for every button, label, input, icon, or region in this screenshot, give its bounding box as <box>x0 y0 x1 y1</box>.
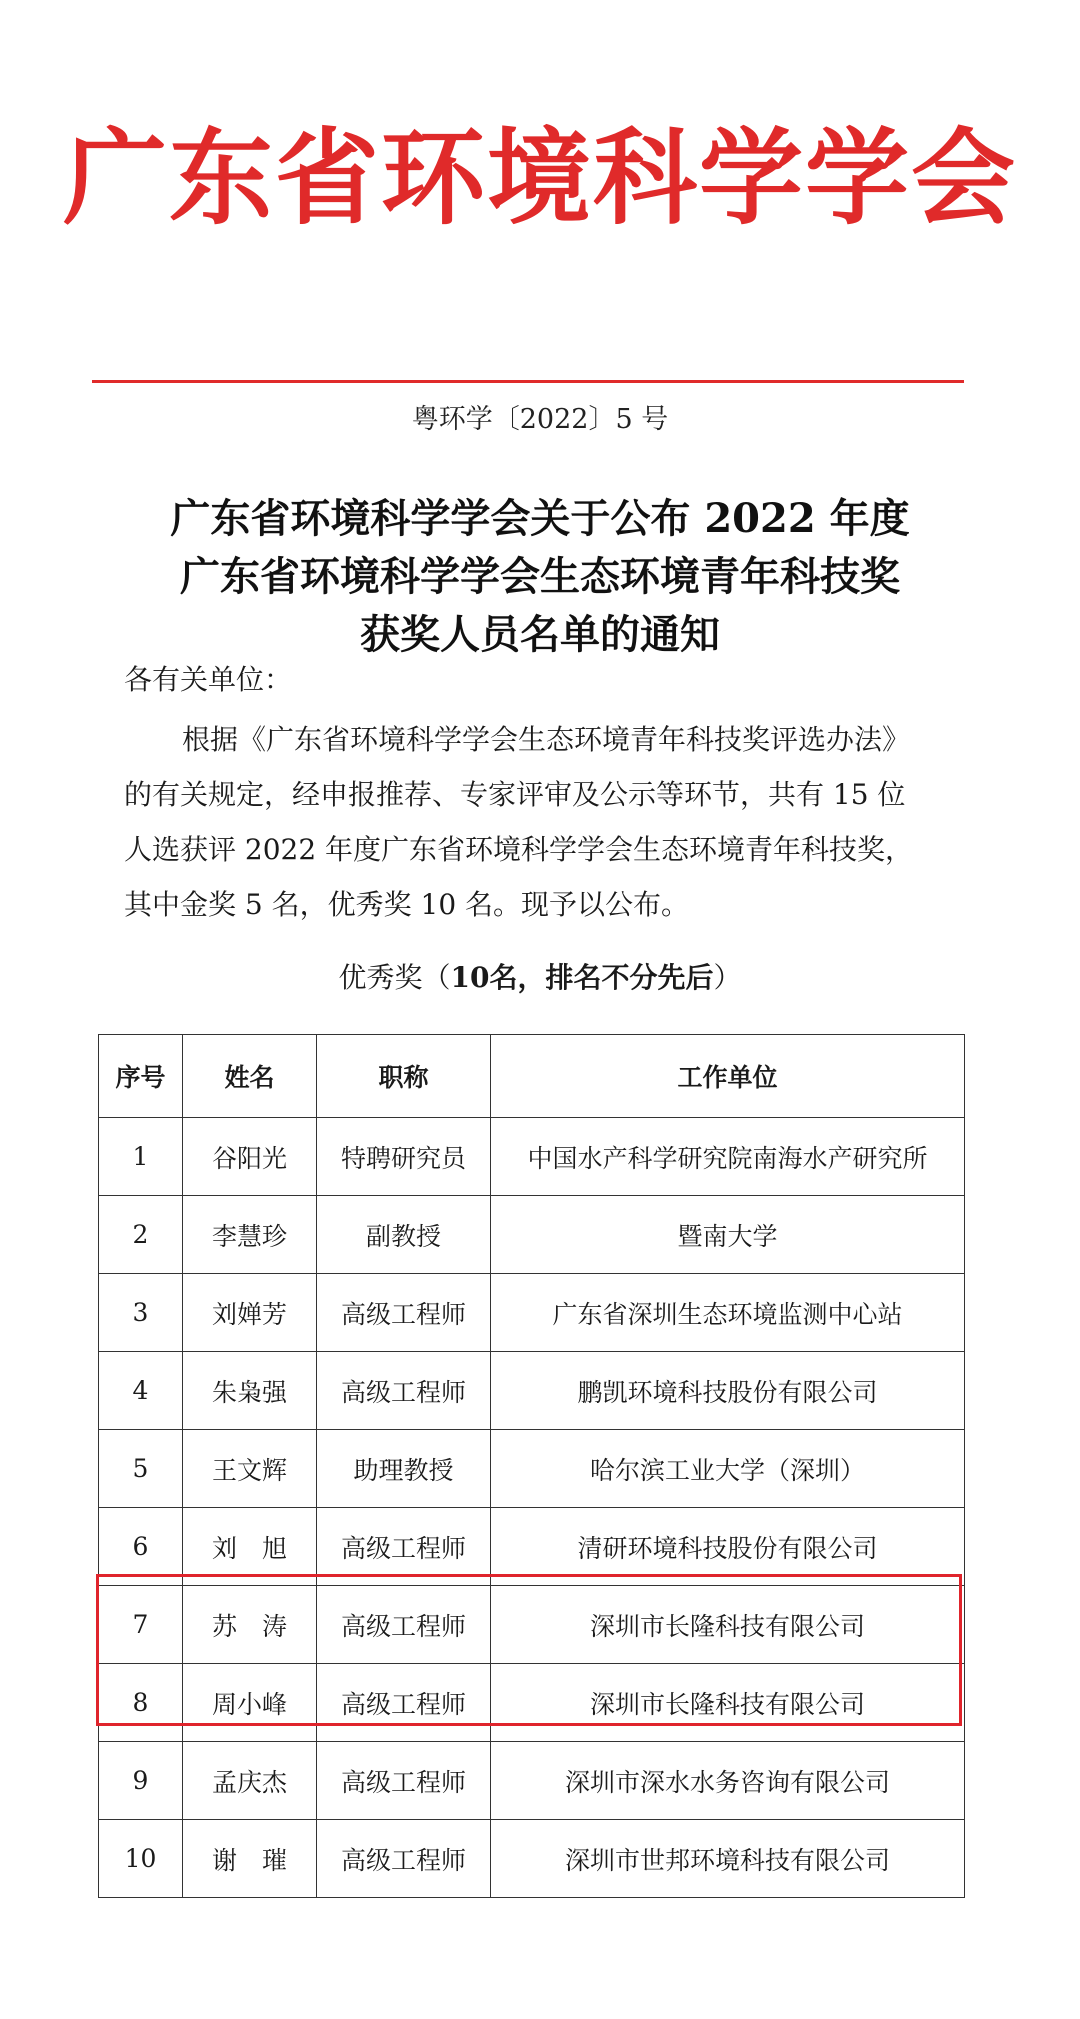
cell-title: 特聘研究员 <box>317 1118 491 1196</box>
cell-index: 4 <box>99 1352 183 1430</box>
cell-organization: 鹏凯环境科技股份有限公司 <box>491 1352 965 1430</box>
body-line-4: 其中金奖 5 名，优秀奖 10 名。现予以公布。 <box>124 888 690 921</box>
table-row <box>99 1352 965 1430</box>
table-row <box>99 1196 965 1274</box>
cell-title: 高级工程师 <box>317 1820 491 1898</box>
cell-title: 高级工程师 <box>317 1508 491 1586</box>
cell-name: 谢 璀 <box>183 1820 317 1898</box>
table-header-row <box>99 1035 965 1118</box>
cell-organization: 深圳市深水水务咨询有限公司 <box>491 1742 965 1820</box>
cell-name: 刘 旭 <box>183 1508 317 1586</box>
cell-organization: 清研环境科技股份有限公司 <box>491 1508 965 1586</box>
body-line-1: 根据《广东省环境科学学会生态环境青年科技奖评选办法》 <box>182 723 911 756</box>
cell-organization: 深圳市长隆科技有限公司 <box>491 1664 965 1742</box>
cell-name: 朱枭强 <box>183 1352 317 1430</box>
letterhead-divider <box>92 380 964 383</box>
cell-index: 7 <box>99 1586 183 1664</box>
cell-name: 孟庆杰 <box>183 1742 317 1820</box>
cell-index: 2 <box>99 1196 183 1274</box>
notice-title <box>0 490 1080 664</box>
cell-name: 周小峰 <box>183 1664 317 1742</box>
cell-name: 谷阳光 <box>183 1118 317 1196</box>
table-caption <box>0 958 1080 998</box>
table-row <box>99 1820 965 1898</box>
table-row <box>99 1274 965 1352</box>
table-row <box>99 1508 965 1586</box>
title-line-3: 获奖人员名单的通知 <box>360 611 720 658</box>
body-line-3: 人选获评 2022 年度广东省环境科学学会生态环境青年科技奖， <box>124 833 914 866</box>
title-line-2: 广东省环境科学学会生态环境青年科技奖 <box>180 553 900 600</box>
cell-title: 副教授 <box>317 1196 491 1274</box>
awards-table <box>98 1034 965 1898</box>
table-row <box>99 1586 965 1664</box>
cell-name: 王文辉 <box>183 1430 317 1508</box>
cell-index: 6 <box>99 1508 183 1586</box>
header-title: 职称 <box>317 1035 491 1118</box>
cell-organization: 中国水产科学研究院南海水产研究所 <box>491 1118 965 1196</box>
caption-prefix: 优秀奖（ <box>338 961 451 994</box>
cell-index: 1 <box>99 1118 183 1196</box>
cell-organization: 广东省深圳生态环境监测中心站 <box>491 1274 965 1352</box>
cell-index: 9 <box>99 1742 183 1820</box>
cell-name: 李慧珍 <box>183 1196 317 1274</box>
cell-title: 高级工程师 <box>317 1586 491 1664</box>
header-index: 序号 <box>99 1035 183 1118</box>
caption-bold: 10名，排名不分先后 <box>450 961 714 994</box>
cell-index: 5 <box>99 1430 183 1508</box>
cell-title: 高级工程师 <box>317 1274 491 1352</box>
cell-title: 高级工程师 <box>317 1742 491 1820</box>
table-row <box>99 1742 965 1820</box>
table-row <box>99 1430 965 1508</box>
cell-name: 苏 涛 <box>183 1586 317 1664</box>
cell-index: 10 <box>99 1820 183 1898</box>
caption-suffix: ） <box>713 961 742 994</box>
cell-organization: 哈尔滨工业大学（深圳） <box>491 1430 965 1508</box>
body-line-2: 的有关规定，经申报推荐、专家评审及公示等环节，共有 15 位 <box>124 778 906 811</box>
cell-title: 高级工程师 <box>317 1664 491 1742</box>
cell-organization: 深圳市世邦环境科技有限公司 <box>491 1820 965 1898</box>
cell-index: 3 <box>99 1274 183 1352</box>
cell-title: 高级工程师 <box>317 1352 491 1430</box>
cell-organization: 深圳市长隆科技有限公司 <box>491 1586 965 1664</box>
cell-name: 刘婵芳 <box>183 1274 317 1352</box>
header-organization: 工作单位 <box>491 1035 965 1118</box>
header-name: 姓名 <box>183 1035 317 1118</box>
cell-title: 助理教授 <box>317 1430 491 1508</box>
cell-index: 8 <box>99 1664 183 1742</box>
table-row <box>99 1118 965 1196</box>
document-number: 粤环学〔2022〕5 号 <box>411 404 669 435</box>
cell-organization: 暨南大学 <box>491 1196 965 1274</box>
table-row <box>99 1664 965 1742</box>
letterhead-org-name: 广东省环境科学学会 <box>62 117 1017 239</box>
notice-body <box>124 712 934 932</box>
title-line-1: 广东省环境科学学会关于公布 2022 年度 <box>170 495 910 542</box>
salutation: 各有关单位： <box>124 663 293 696</box>
